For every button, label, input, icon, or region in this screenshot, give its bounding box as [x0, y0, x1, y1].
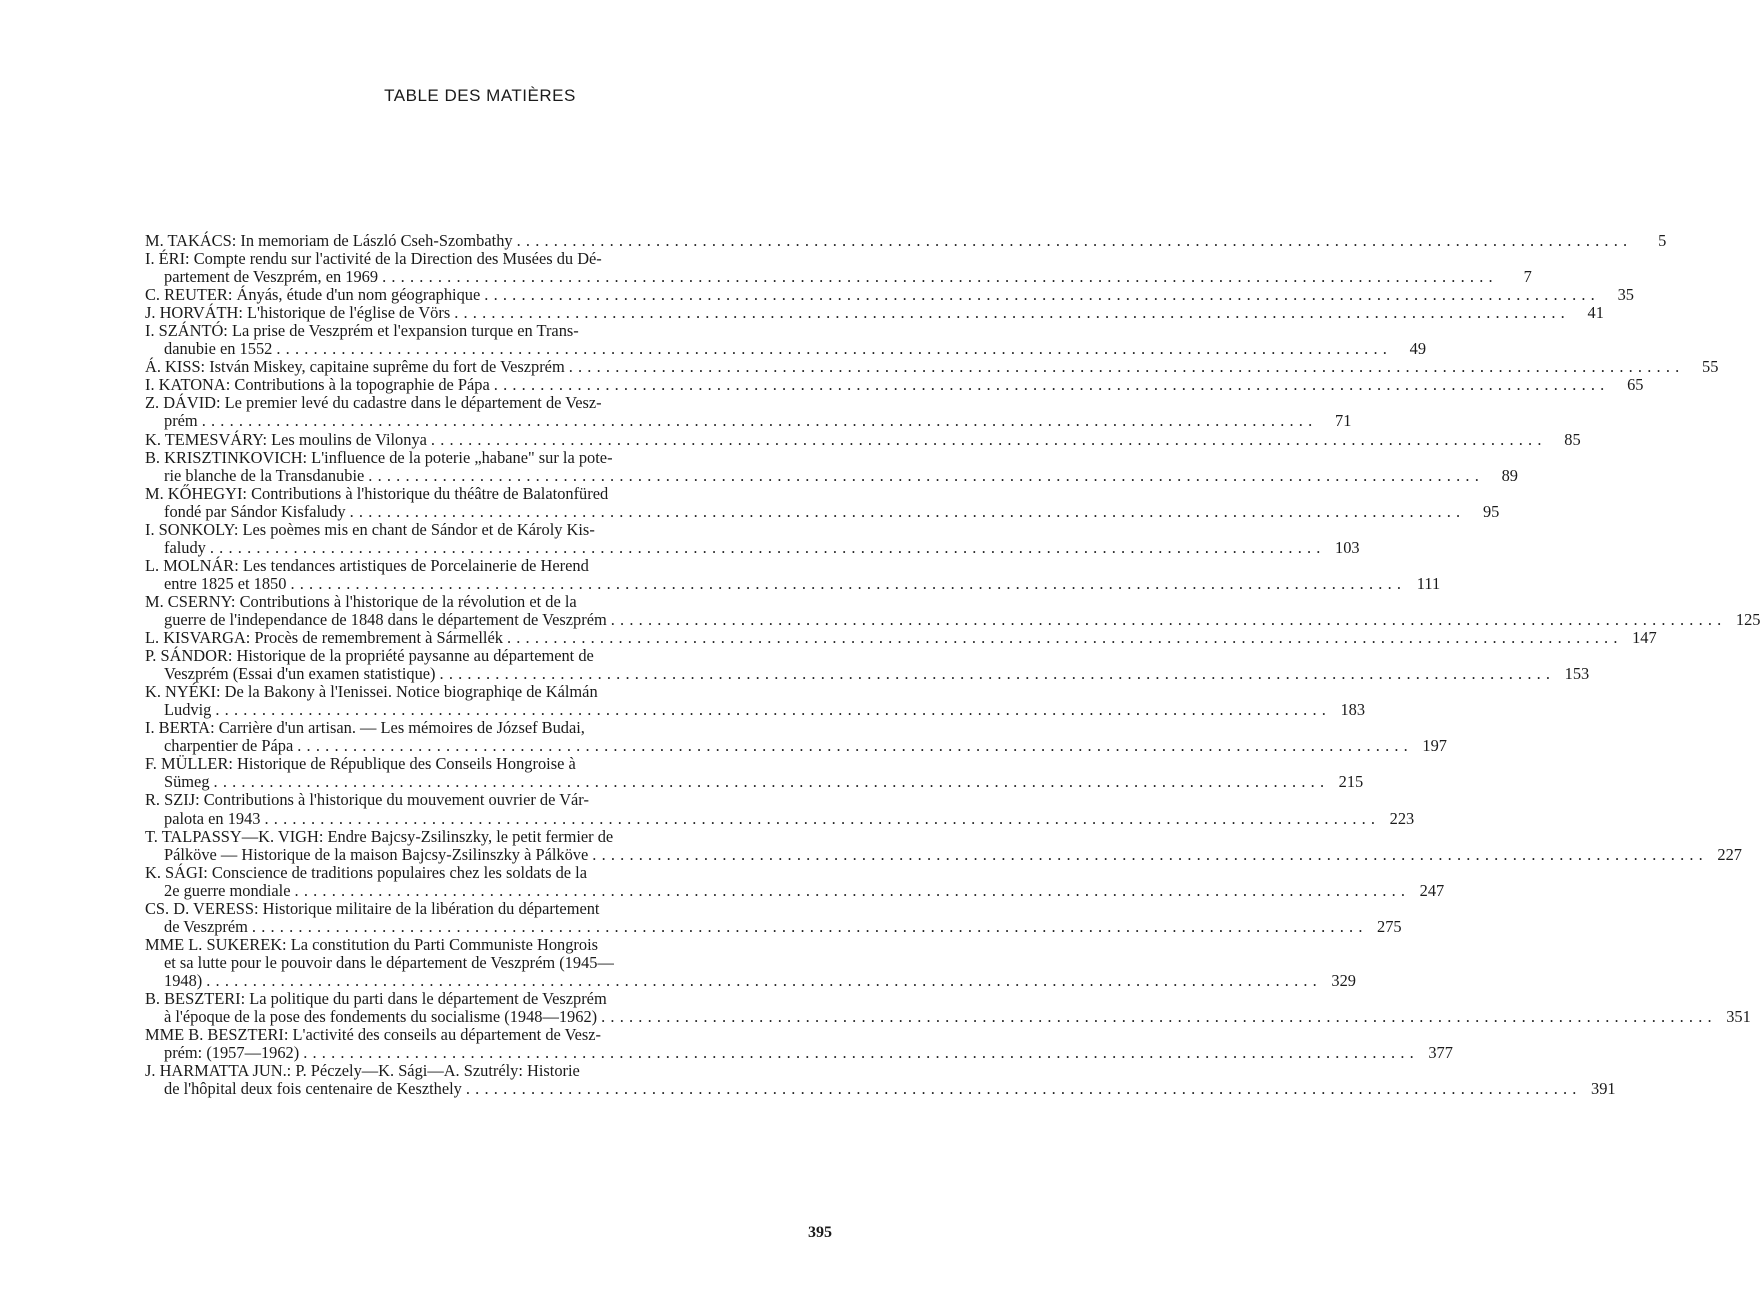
dot-leader: ........................................................................................................................	[601, 1007, 1717, 1027]
dot-leader: ........................................................................................................................	[213, 772, 1330, 792]
toc-entry-text: T. TALPASSY—K. VIGH: Endre Bajcsy-Zsilinszky, le petit fermier de	[145, 826, 614, 846]
toc-entry[interactable]	[145, 285, 1634, 305]
dot-leader: ........................................................................................................................	[297, 736, 1413, 756]
dot-leader: ........................................................................................................................	[294, 880, 1411, 900]
toc-entry-text: K. SÁGI: Conscience de traditions populaires chez les soldats de la	[145, 862, 587, 882]
toc-page-number: 227	[1717, 844, 1742, 864]
toc-entry-text: Á. KISS: István Miskey, capitaine suprême du fort de Veszprém	[145, 357, 565, 377]
toc-entry-text: K. TEMESVÁRY: Les moulins de Vilonya	[145, 429, 427, 449]
toc-entry-text: charpentier de Pápa	[164, 736, 294, 756]
dot-leader: ........................................................................................................................	[465, 1079, 1582, 1099]
toc-entry-text: M. TAKÁCS: In memoriam de László Cseh-Szombathy	[145, 231, 513, 250]
toc-entry-text: M. KŐHEGYI: Contributions à l'historique du théâtre de Balatonfüred	[145, 483, 609, 503]
toc-page-number: 377	[1428, 1043, 1453, 1063]
toc-page-number: 215	[1338, 772, 1364, 792]
toc-page-number: 111	[1416, 573, 1441, 593]
toc-page-number: 7	[1523, 267, 1532, 287]
toc-entry-text: MME L. SUKEREK: La constitution du Parti Communiste Hongrois	[145, 934, 599, 954]
toc-entry-text: guerre de l'independance de 1848 dans le département de Veszprém	[164, 609, 607, 629]
toc-entry[interactable]	[145, 754, 1364, 792]
dot-leader: ........................................................................................................................	[506, 628, 1623, 648]
dot-leader: ........................................................................................................................	[439, 664, 1556, 684]
dot-leader: ........................................................................................................................	[592, 844, 1708, 864]
toc-entry-text: de Veszprém	[164, 916, 248, 936]
toc-entry[interactable]	[145, 988, 1751, 1027]
toc-page-number: 153	[1564, 664, 1590, 684]
toc-entry-text: entre 1825 et 1850	[164, 573, 287, 593]
toc-entry[interactable]	[145, 321, 1427, 359]
dot-leader: ........................................................................................................................	[484, 285, 1600, 305]
toc-entry-text: prém: (1957—1962)	[164, 1043, 300, 1063]
toc-page-number: 49	[1409, 339, 1427, 359]
toc-page-number: 103	[1335, 537, 1360, 557]
toc-entry-text: palota en 1943	[164, 808, 261, 828]
toc-entry-text: K. NYÉKI: De la Bakony à l'Ienissei. Notice biographiqe de Kálmán	[145, 682, 598, 702]
toc-entry[interactable]	[145, 1061, 1616, 1099]
toc-page-number: 85	[1564, 429, 1581, 449]
toc-entry[interactable]	[145, 519, 1360, 557]
toc-entry-text: à l'époque de la pose des fondements du socialisme (1948—1962)	[164, 1007, 598, 1027]
toc-entry-text: F. MÜLLER: Historique de République des Conseils Hongroise à	[145, 754, 576, 774]
toc-page-number: 275	[1377, 916, 1402, 936]
toc-entry-text: C. REUTER: Ányás, étude d'un nom géographique	[145, 285, 481, 305]
toc-entry[interactable]	[145, 591, 1760, 629]
toc-entry[interactable]	[145, 483, 1500, 521]
toc-entry[interactable]	[145, 628, 1657, 648]
toc-entry-text: P. SÁNDOR: Historique de la propriété paysanne au département de	[145, 646, 594, 666]
toc-entry-text: B. KRISZTINKOVICH: L'influence de la poterie „habane" sur la pote-	[145, 447, 613, 467]
toc-entry[interactable]	[145, 646, 1590, 684]
dot-leader: ........................................................................................................................	[290, 573, 1407, 593]
toc-entry-text: Sümeg	[164, 772, 210, 792]
toc-entry[interactable]	[145, 393, 1352, 431]
toc-entry-text: J. HORVÁTH: L'historique de l'église de Vörs	[145, 303, 451, 323]
toc-entry-text: I. ÉRI: Compte rendu sur l'activité de la Direction des Musées du Dé-	[145, 249, 602, 269]
toc-entry-text: J. HARMATTA JUN.: P. Péczely—K. Sági—A. Szutrély: Historie	[145, 1061, 580, 1081]
toc-entry[interactable]	[145, 429, 1581, 449]
toc-page-number: 65	[1627, 375, 1644, 395]
toc-entry[interactable]	[145, 934, 1356, 990]
dot-leader: ........................................................................................................................	[568, 357, 1685, 377]
toc-entry-text: CS. D. VERESS: Historique militaire de la libération du département	[145, 898, 600, 918]
dot-leader: ........................................................................................................................	[349, 501, 1466, 521]
toc-entry-text: 2e guerre mondiale	[164, 880, 291, 900]
toc-entry[interactable]	[145, 826, 1742, 864]
toc-entry[interactable]	[145, 1025, 1453, 1063]
toc-entry-text: L. MOLNÁR: Les tendances artistiques de Porcelainerie de Herend	[145, 555, 589, 575]
toc-page-number: 5	[1658, 231, 1667, 250]
dot-leader: ........................................................................................................................	[430, 429, 1547, 449]
toc-page-number: 351	[1726, 1007, 1751, 1027]
toc-entry[interactable]	[145, 303, 1604, 323]
dot-leader: ........................................................................................................................	[454, 303, 1570, 323]
dot-leader: ........................................................................................................................	[493, 375, 1610, 395]
toc-entry-text: rie blanche de la Transdanubie	[164, 465, 365, 485]
dot-leader: ........................................................................................................................	[610, 609, 1727, 629]
toc-entry-text: prém	[164, 411, 198, 431]
dot-leader: ........................................................................................................................	[276, 339, 1393, 359]
toc-entry-text: I. KATONA: Contributions à la topographie de Pápa	[145, 375, 490, 395]
table-of-contents	[145, 231, 1760, 1099]
toc-entry-text: L. KISVARGA: Procès de remembrement à Sármellék	[145, 628, 503, 648]
toc-page-number: 35	[1617, 285, 1634, 305]
toc-entry[interactable]	[145, 555, 1441, 593]
toc-entry-text: MME B. BESZTERI: L'activité des conseils au département de Vesz-	[145, 1025, 602, 1045]
toc-page-number: 329	[1331, 970, 1356, 990]
dot-leader: ........................................................................................................................	[303, 1043, 1419, 1063]
toc-page-number: 41	[1587, 303, 1604, 323]
toc-entry-text: 1948)	[164, 970, 203, 990]
toc-page-number: 183	[1340, 700, 1366, 720]
toc-page-number: 71	[1335, 411, 1352, 431]
dot-leader: ........................................................................................................................	[368, 465, 1484, 485]
toc-page-number: 89	[1501, 465, 1518, 485]
toc-entry-text: de l'hôpital deux fois centenaire de Keszthely	[164, 1079, 462, 1099]
toc-entry[interactable]	[145, 898, 1402, 936]
toc-page-number: 223	[1389, 808, 1415, 828]
toc-entry-text: danubie en 1552	[164, 339, 273, 359]
toc-entry-text: B. BESZTERI: La politique du parti dans le département de Veszprém	[145, 988, 607, 1008]
toc-entry[interactable]	[145, 718, 1447, 756]
page-title: TABLE DES MATIÈRES	[384, 86, 576, 105]
toc-entry[interactable]	[145, 447, 1518, 485]
toc-entry[interactable]	[145, 231, 1667, 250]
toc-entry-text: fondé par Sándor Kisfaludy	[164, 501, 346, 521]
dot-leader: ........................................................................................................................	[215, 700, 1332, 720]
dot-leader: ........................................................................................................................	[251, 916, 1368, 936]
toc-entry[interactable]	[145, 862, 1445, 900]
toc-entry[interactable]	[145, 357, 1719, 377]
page-number: 395	[808, 1224, 832, 1241]
toc-page-number: 147	[1632, 628, 1657, 648]
toc-entry-text: I. SZÁNTÓ: La prise de Veszprém et l'expansion turque en Trans-	[145, 321, 579, 341]
dot-leader: ........................................................................................................................	[516, 231, 1633, 250]
dot-leader: ........................................................................................................................	[206, 970, 1322, 990]
toc-page-number: 391	[1591, 1079, 1616, 1099]
dot-leader: ........................................................................................................................	[264, 808, 1381, 828]
toc-entry[interactable]	[145, 682, 1366, 720]
toc-entry[interactable]	[145, 790, 1415, 828]
toc-entry-text: I. SONKOLY: Les poèmes mis en chant de Sándor et de Károly Kis-	[145, 519, 595, 539]
toc-entry-text: M. CSERNY: Contributions à l'historique de la révolution et de la	[145, 591, 577, 611]
toc-entry-text: Veszprém (Essai d'un examen statistique)	[164, 664, 436, 684]
toc-page-number: 55	[1702, 357, 1719, 377]
toc-entry-text: Ludvig	[164, 700, 212, 720]
toc-entry-text: R. SZIJ: Contributions à l'historique du mouvement ouvrier de Vár-	[145, 790, 589, 810]
dot-leader: ........................................................................................................................	[382, 267, 1498, 287]
toc-entry-text: partement de Veszprém, en 1969	[164, 267, 379, 287]
toc-page-number: 125	[1735, 609, 1760, 629]
toc-entry[interactable]	[145, 249, 1532, 287]
toc-entry-text: Pálköve — Historique de la maison Bajcsy-Zsilinszky à Pálköve	[164, 844, 589, 864]
toc-entry-text: et sa lutte pour le pouvoir dans le département de Veszprém (1945—	[164, 952, 614, 972]
toc-entry-text: faludy	[164, 537, 206, 557]
dot-leader: ........................................................................................................................	[201, 411, 1318, 431]
toc-page-number: 197	[1422, 736, 1447, 756]
toc-entry-text: I. BERTA: Carrière d'un artisan. — Les mémoires de József Budai,	[145, 718, 585, 738]
toc-entry-text: Z. DÁVID: Le premier levé du cadastre dans le département de Vesz-	[145, 393, 602, 413]
dot-leader: ........................................................................................................................	[209, 537, 1326, 557]
toc-entry[interactable]	[145, 375, 1644, 395]
toc-page-number: 95	[1482, 501, 1500, 521]
toc-page-number: 247	[1419, 880, 1445, 900]
